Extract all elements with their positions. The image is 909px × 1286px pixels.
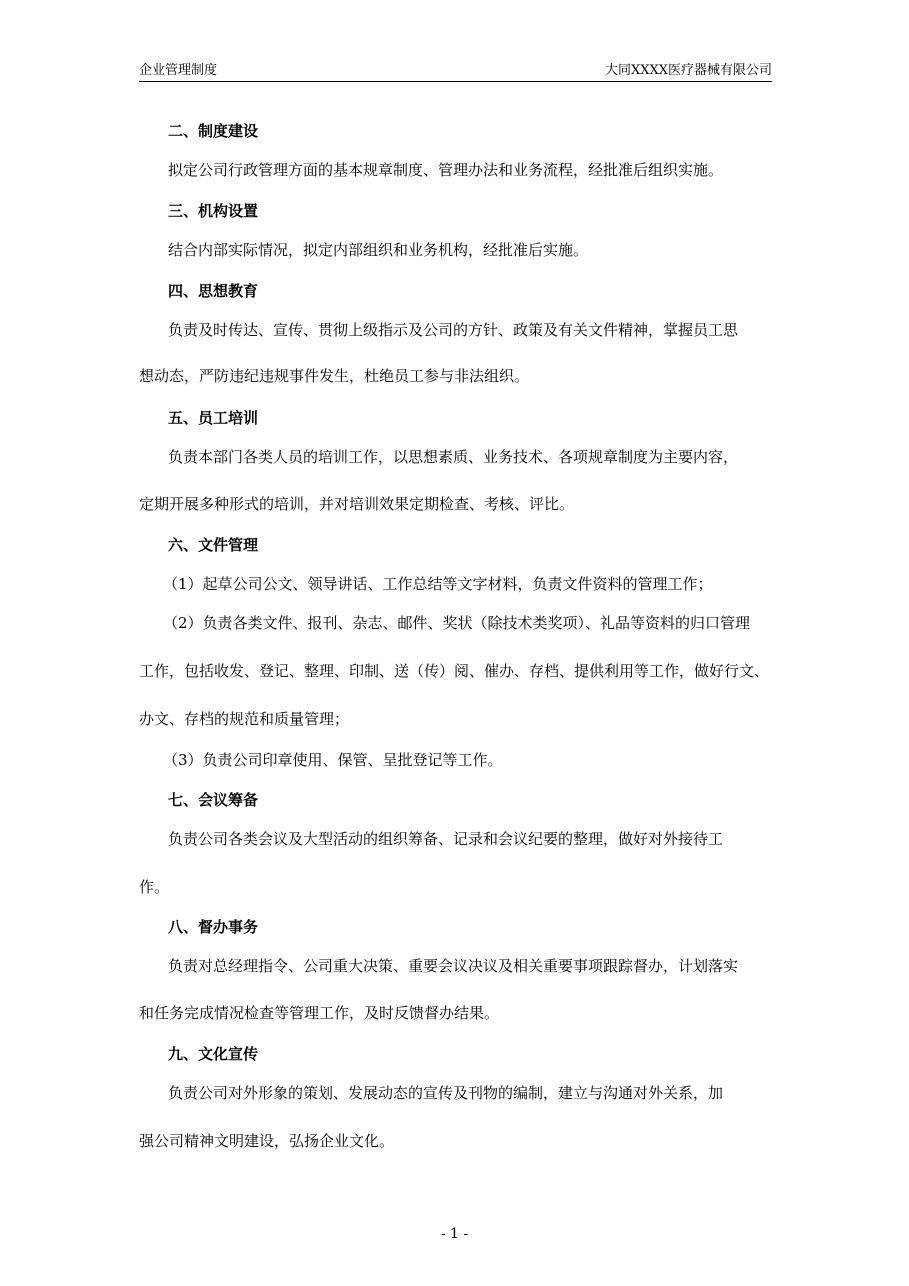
paragraph-line: 负责公司各类会议及大型活动的组织筹备、记录和会议纪要的整理，做好对外接待工 [168,830,724,848]
section-heading-2: 二、制度建设 [168,122,259,140]
section-heading-7: 七、会议筹备 [168,791,259,809]
paragraph-line: 强公司精神文明建设，弘扬企业文化。 [139,1132,395,1150]
paragraph-line: 拟定公司行政管理方面的基本规章制度、管理办法和业务流程，经批准后组织实施。 [168,161,724,179]
list-item: （3）负责公司印章使用、保管、呈批登记等工作。 [163,751,503,769]
header-left-title: 企业管理制度 [139,63,218,78]
paragraph-line: 负责及时传达、宣传、贯彻上级指示及公司的方针、政策及有关文件精神，掌握员工思 [168,321,739,339]
paragraph-line: 和任务完成情况检查等管理工作，及时反馈督办结果。 [139,1004,500,1022]
section-heading-4: 四、思想教育 [168,282,259,300]
section-heading-5: 五、员工培训 [168,409,259,427]
paragraph-line: 工作，包括收发、登记、整理、印制、送（传）阅、催办、存档、提供利用等工作，做好行文、 [139,662,770,680]
paragraph-line: 负责本部门各类人员的培训工作，以思想素质、业务技术、各项规章制度为主要内容， [168,448,739,466]
header-company-name: 大同XXXX医疗器械有限公司 [604,63,772,78]
paragraph-line: 负责公司对外形象的策划、发展动态的宣传及刊物的编制，建立与沟通对外关系，加 [168,1084,724,1102]
list-item: （2）负责各类文件、报刊、杂志、邮件、奖状（除技术类奖项）、礼品等资料的归口管理 [163,614,751,632]
section-heading-6: 六、文件管理 [168,536,259,554]
paragraph-line: 作。 [139,878,170,896]
paragraph-line: 想动态，严防违纪违规事件发生，杜绝员工参与非法组织。 [139,367,530,385]
page-number: - 1 - [440,1226,469,1242]
page-header [139,63,772,82]
section-heading-8: 八、督办事务 [168,918,259,936]
list-item: （1）起草公司公文、领导讲话、工作总结等文字材料，负责文件资料的管理工作； [163,575,713,593]
paragraph-line: 定期开展多种形式的培训，并对培训效果定期检查、考核、评比。 [139,495,575,513]
paragraph-line: 结合内部实际情况，拟定内部组织和业务机构，经批准后实施。 [168,241,589,259]
section-heading-3: 三、机构设置 [168,202,259,220]
paragraph-line: 负责对总经理指令、公司重大决策、重要会议决议及相关重要事项跟踪督办，计划落实 [168,957,739,975]
section-heading-9: 九、文化宣传 [168,1045,259,1063]
paragraph-line: 办文、存档的规范和质量管理； [139,710,350,728]
